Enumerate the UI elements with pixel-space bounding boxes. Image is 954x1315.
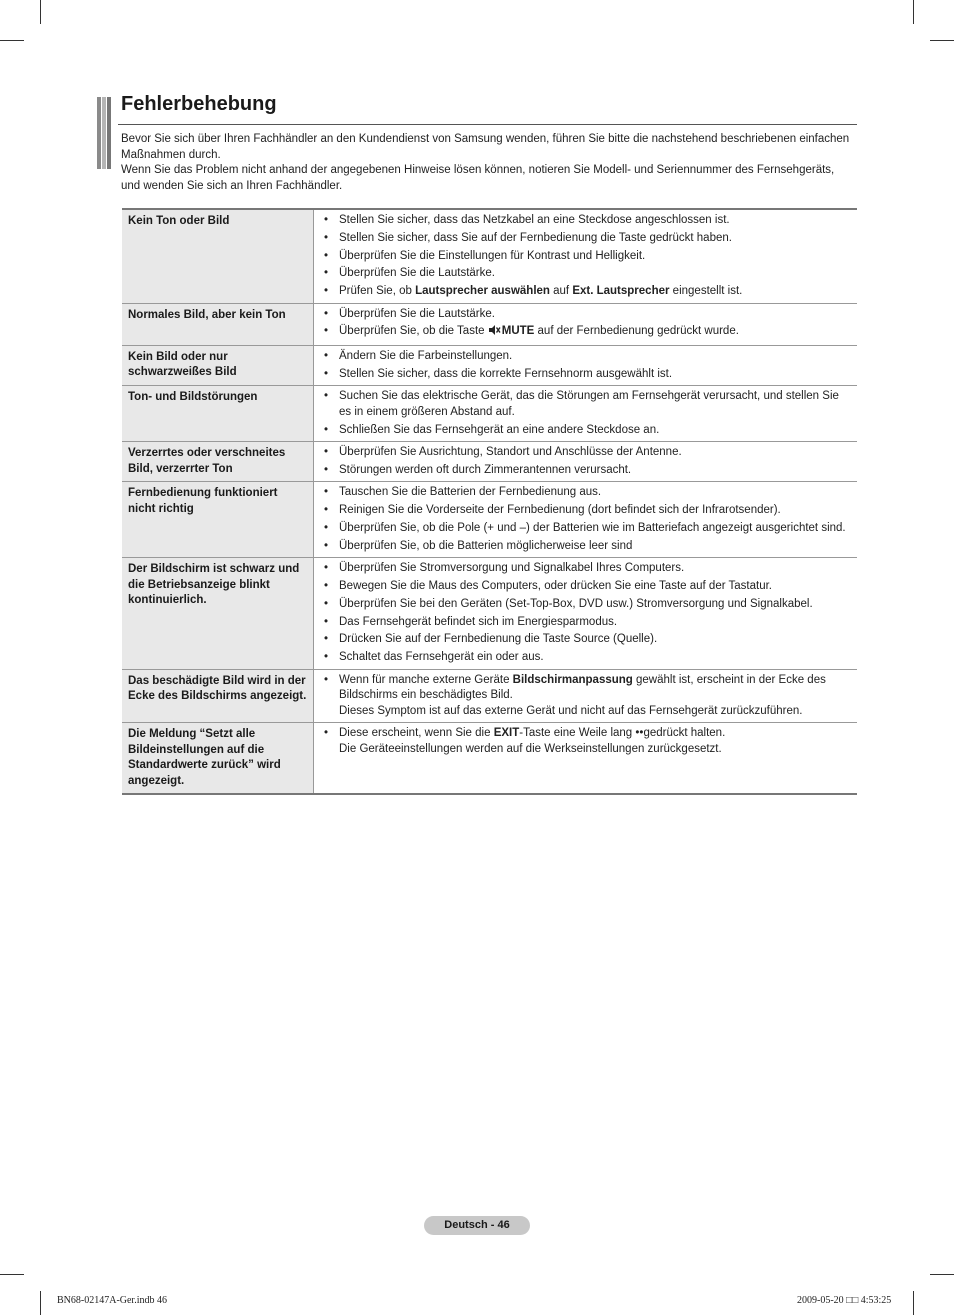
crop-mark: [0, 40, 24, 41]
list-item: [322, 389, 851, 420]
list-item: [322, 284, 851, 300]
remedy-list: [322, 389, 851, 438]
remedy-list: [322, 726, 851, 757]
remedy-text: Suchen Sie das elektrische Gerät, das die Störungen am Fernsehgerät verursacht, und stellen Sie es in einem größeren Abstand auf.: [339, 390, 839, 418]
remedy-text: Überprüfen Sie die Lautstärke.: [339, 267, 495, 280]
table-row: [122, 482, 857, 558]
list-item: [322, 324, 851, 342]
page-title: Fehlerbehebung: [121, 93, 277, 115]
file-info: BN68-02147A-Ger.indb 46: [57, 1295, 167, 1306]
remedy-cell: [314, 482, 858, 558]
table-row: [122, 386, 857, 442]
mute-icon: [488, 324, 501, 342]
remedy-cell: [314, 345, 858, 385]
bold-term: MUTE: [501, 325, 535, 338]
symptom-cell: Verzerrtes oder verschneites Bild, verzerrter Ton: [122, 442, 314, 482]
remedy-text: Ändern Sie die Farbeinstellungen.: [339, 349, 513, 362]
remedy-cell: [314, 723, 858, 795]
list-item: [322, 445, 851, 461]
symptom-cell: Fernbedienung funktioniert nicht richtig: [122, 482, 314, 558]
remedy-text: Dieses Symptom ist auf das externe Gerät und nicht auf das Fernsehgerät zurückzuführen.: [339, 704, 803, 717]
list-item: [322, 266, 851, 282]
remedy-text: Diese erscheint, wenn Sie die: [339, 727, 494, 740]
list-item: [322, 231, 851, 247]
title-decoration-bars: [97, 97, 111, 169]
symptom-cell: Kein Ton oder Bild: [122, 209, 314, 303]
print-timestamp: 2009-05-20 □□ 4:53:25: [797, 1295, 892, 1306]
remedy-text: Schaltet das Fernsehgerät ein oder aus.: [339, 651, 544, 664]
crop-mark: [40, 0, 41, 24]
list-item: [322, 597, 851, 613]
list-item: [322, 423, 851, 439]
intro-text: [121, 132, 851, 194]
remedy-list: [322, 307, 851, 342]
list-item: [322, 650, 851, 666]
list-item: [322, 503, 851, 519]
table-row: [122, 723, 857, 795]
remedy-text: -Taste eine Weile lang ••gedrückt halten.: [519, 727, 726, 740]
remedy-cell: [314, 209, 858, 303]
remedy-text: Überprüfen Sie Ausrichtung, Standort und Anschlüsse der Antenne.: [339, 446, 682, 459]
symptom-cell: Die Meldung “Setzt alle Bildeinstellungen auf die Standardwerte zurück” wird angezeigt.: [122, 723, 314, 795]
bold-term: Lautsprecher auswählen: [415, 285, 550, 298]
remedy-text: eingestellt ist.: [669, 285, 743, 298]
bold-term: Bildschirmanpassung: [512, 673, 633, 686]
crop-mark: [0, 1274, 24, 1275]
symptom-cell: Ton- und Bildstörungen: [122, 386, 314, 442]
remedy-text: Überprüfen Sie die Einstellungen für Kontrast und Helligkeit.: [339, 249, 646, 262]
title-divider: [118, 124, 857, 125]
list-item: [322, 726, 851, 757]
list-item: [322, 579, 851, 595]
list-item: [322, 539, 851, 555]
troubleshooting-table: [122, 208, 857, 795]
remedy-text: auf der Fernbedienung gedrückt wurde.: [534, 325, 739, 338]
intro-paragraph: Bevor Sie sich über Ihren Fachhändler an den Kundendienst von Samsung wenden, führen Sie bitte die nachstehend beschriebenen einfachen Maßnahmen durch.: [121, 133, 850, 161]
crop-mark: [913, 0, 914, 24]
symptom-cell: Das beschädigte Bild wird in der Ecke des Bildschirms angezeigt.: [122, 669, 314, 723]
list-item: [322, 307, 851, 323]
remedy-text: Das Fernsehgerät befindet sich im Energiesparmodus.: [339, 615, 618, 628]
table-row: [122, 669, 857, 723]
table-row: [122, 442, 857, 482]
remedy-cell: [314, 669, 858, 723]
remedy-list: [322, 445, 851, 478]
remedy-text: Stellen Sie sicher, dass das Netzkabel an eine Steckdose angeschlossen ist.: [339, 214, 730, 226]
remedy-list: [322, 349, 851, 382]
remedy-text: Überprüfen Sie, ob die Batterien möglicherweise leer sind: [339, 539, 633, 552]
remedy-text: Tauschen Sie die Batterien der Fernbedienung aus.: [339, 486, 602, 499]
remedy-cell: [314, 386, 858, 442]
remedy-text: Überprüfen Sie die Lautstärke.: [339, 307, 495, 320]
list-item: [322, 485, 851, 501]
bold-term: EXIT: [493, 727, 520, 740]
remedy-text: Prüfen Sie, ob: [339, 285, 416, 298]
list-item: [322, 249, 851, 265]
remedy-text: Überprüfen Sie, ob die Pole (+ und –) der Batterien wie im Batteriefach angezeigt ausgerichtet sind.: [339, 521, 846, 534]
remedy-text: Überprüfen Sie bei den Geräten (Set-Top-Box, DVD usw.) Stromversorgung und Signalkabel.: [339, 597, 813, 610]
remedy-text: Bewegen Sie die Maus des Computers, oder drücken Sie eine Taste auf der Tastatur.: [339, 580, 772, 593]
symptom-cell: Kein Bild oder nur schwarzweißes Bild: [122, 345, 314, 385]
crop-mark: [930, 40, 954, 41]
crop-mark: [40, 1291, 41, 1315]
remedy-list: [322, 673, 851, 720]
list-item: [322, 632, 851, 648]
list-item: [322, 521, 851, 537]
remedy-text: Überprüfen Sie Stromversorgung und Signalkabel Ihres Computers.: [339, 562, 685, 575]
symptom-cell: Der Bildschirm ist schwarz und die Betriebsanzeige blinkt kontinuierlich.: [122, 558, 314, 669]
remedy-text: Überprüfen Sie, ob die Taste: [339, 325, 488, 338]
symptom-cell: Normales Bild, aber kein Ton: [122, 303, 314, 345]
remedy-text: auf: [549, 285, 573, 298]
table-row: [122, 303, 857, 345]
list-item: [322, 463, 851, 479]
remedy-text: Wenn für manche externe Geräte: [339, 673, 513, 686]
table-row: [122, 558, 857, 669]
remedy-text: Stellen Sie sicher, dass die korrekte Fernsehnorm ausgewählt ist.: [339, 367, 673, 380]
table-row: [122, 209, 857, 303]
list-item: [322, 367, 851, 383]
remedy-cell: [314, 303, 858, 345]
crop-mark: [930, 1274, 954, 1275]
remedy-text: Drücken Sie auf der Fernbedienung die Taste Source (Quelle).: [339, 633, 658, 646]
list-item: [322, 673, 851, 720]
remedy-text: Störungen werden oft durch Zimmerantennen verursacht.: [339, 463, 632, 476]
list-item: [322, 615, 851, 631]
bold-term: Ext. Lautsprecher: [572, 285, 670, 298]
remedy-text: Schließen Sie das Fernsehgerät an eine andere Steckdose an.: [339, 423, 660, 436]
remedy-cell: [314, 558, 858, 669]
list-item: [322, 349, 851, 365]
remedy-text: Die Geräteeinstellungen werden auf die Werkseinstellungen zurückgesetzt.: [339, 742, 722, 755]
remedy-text: gewählt ist, erscheint in der Ecke des Bildschirms ein beschädigtes Bild.: [339, 673, 826, 702]
remedy-list: [322, 561, 851, 665]
remedy-list: [322, 485, 851, 554]
list-item: [322, 213, 851, 229]
remedy-cell: [314, 442, 858, 482]
remedy-text: Reinigen Sie die Vorderseite der Fernbedienung (dort befindet sich der Infrarotsender).: [339, 504, 781, 517]
remedy-list: [322, 213, 851, 300]
crop-mark: [913, 1291, 914, 1315]
list-item: [322, 561, 851, 577]
page-number-badge: Deutsch - 46: [424, 1216, 530, 1235]
intro-paragraph: Wenn Sie das Problem nicht anhand der angegebenen Hinweise lösen können, notieren Sie Modell- und Seriennummer des Fernsehgeräts, und wenden Sie sich an Ihren Fachhändler.: [121, 164, 835, 192]
remedy-text: Stellen Sie sicher, dass Sie auf der Fernbedienung die Taste gedrückt haben.: [339, 231, 732, 244]
table-row: [122, 345, 857, 385]
